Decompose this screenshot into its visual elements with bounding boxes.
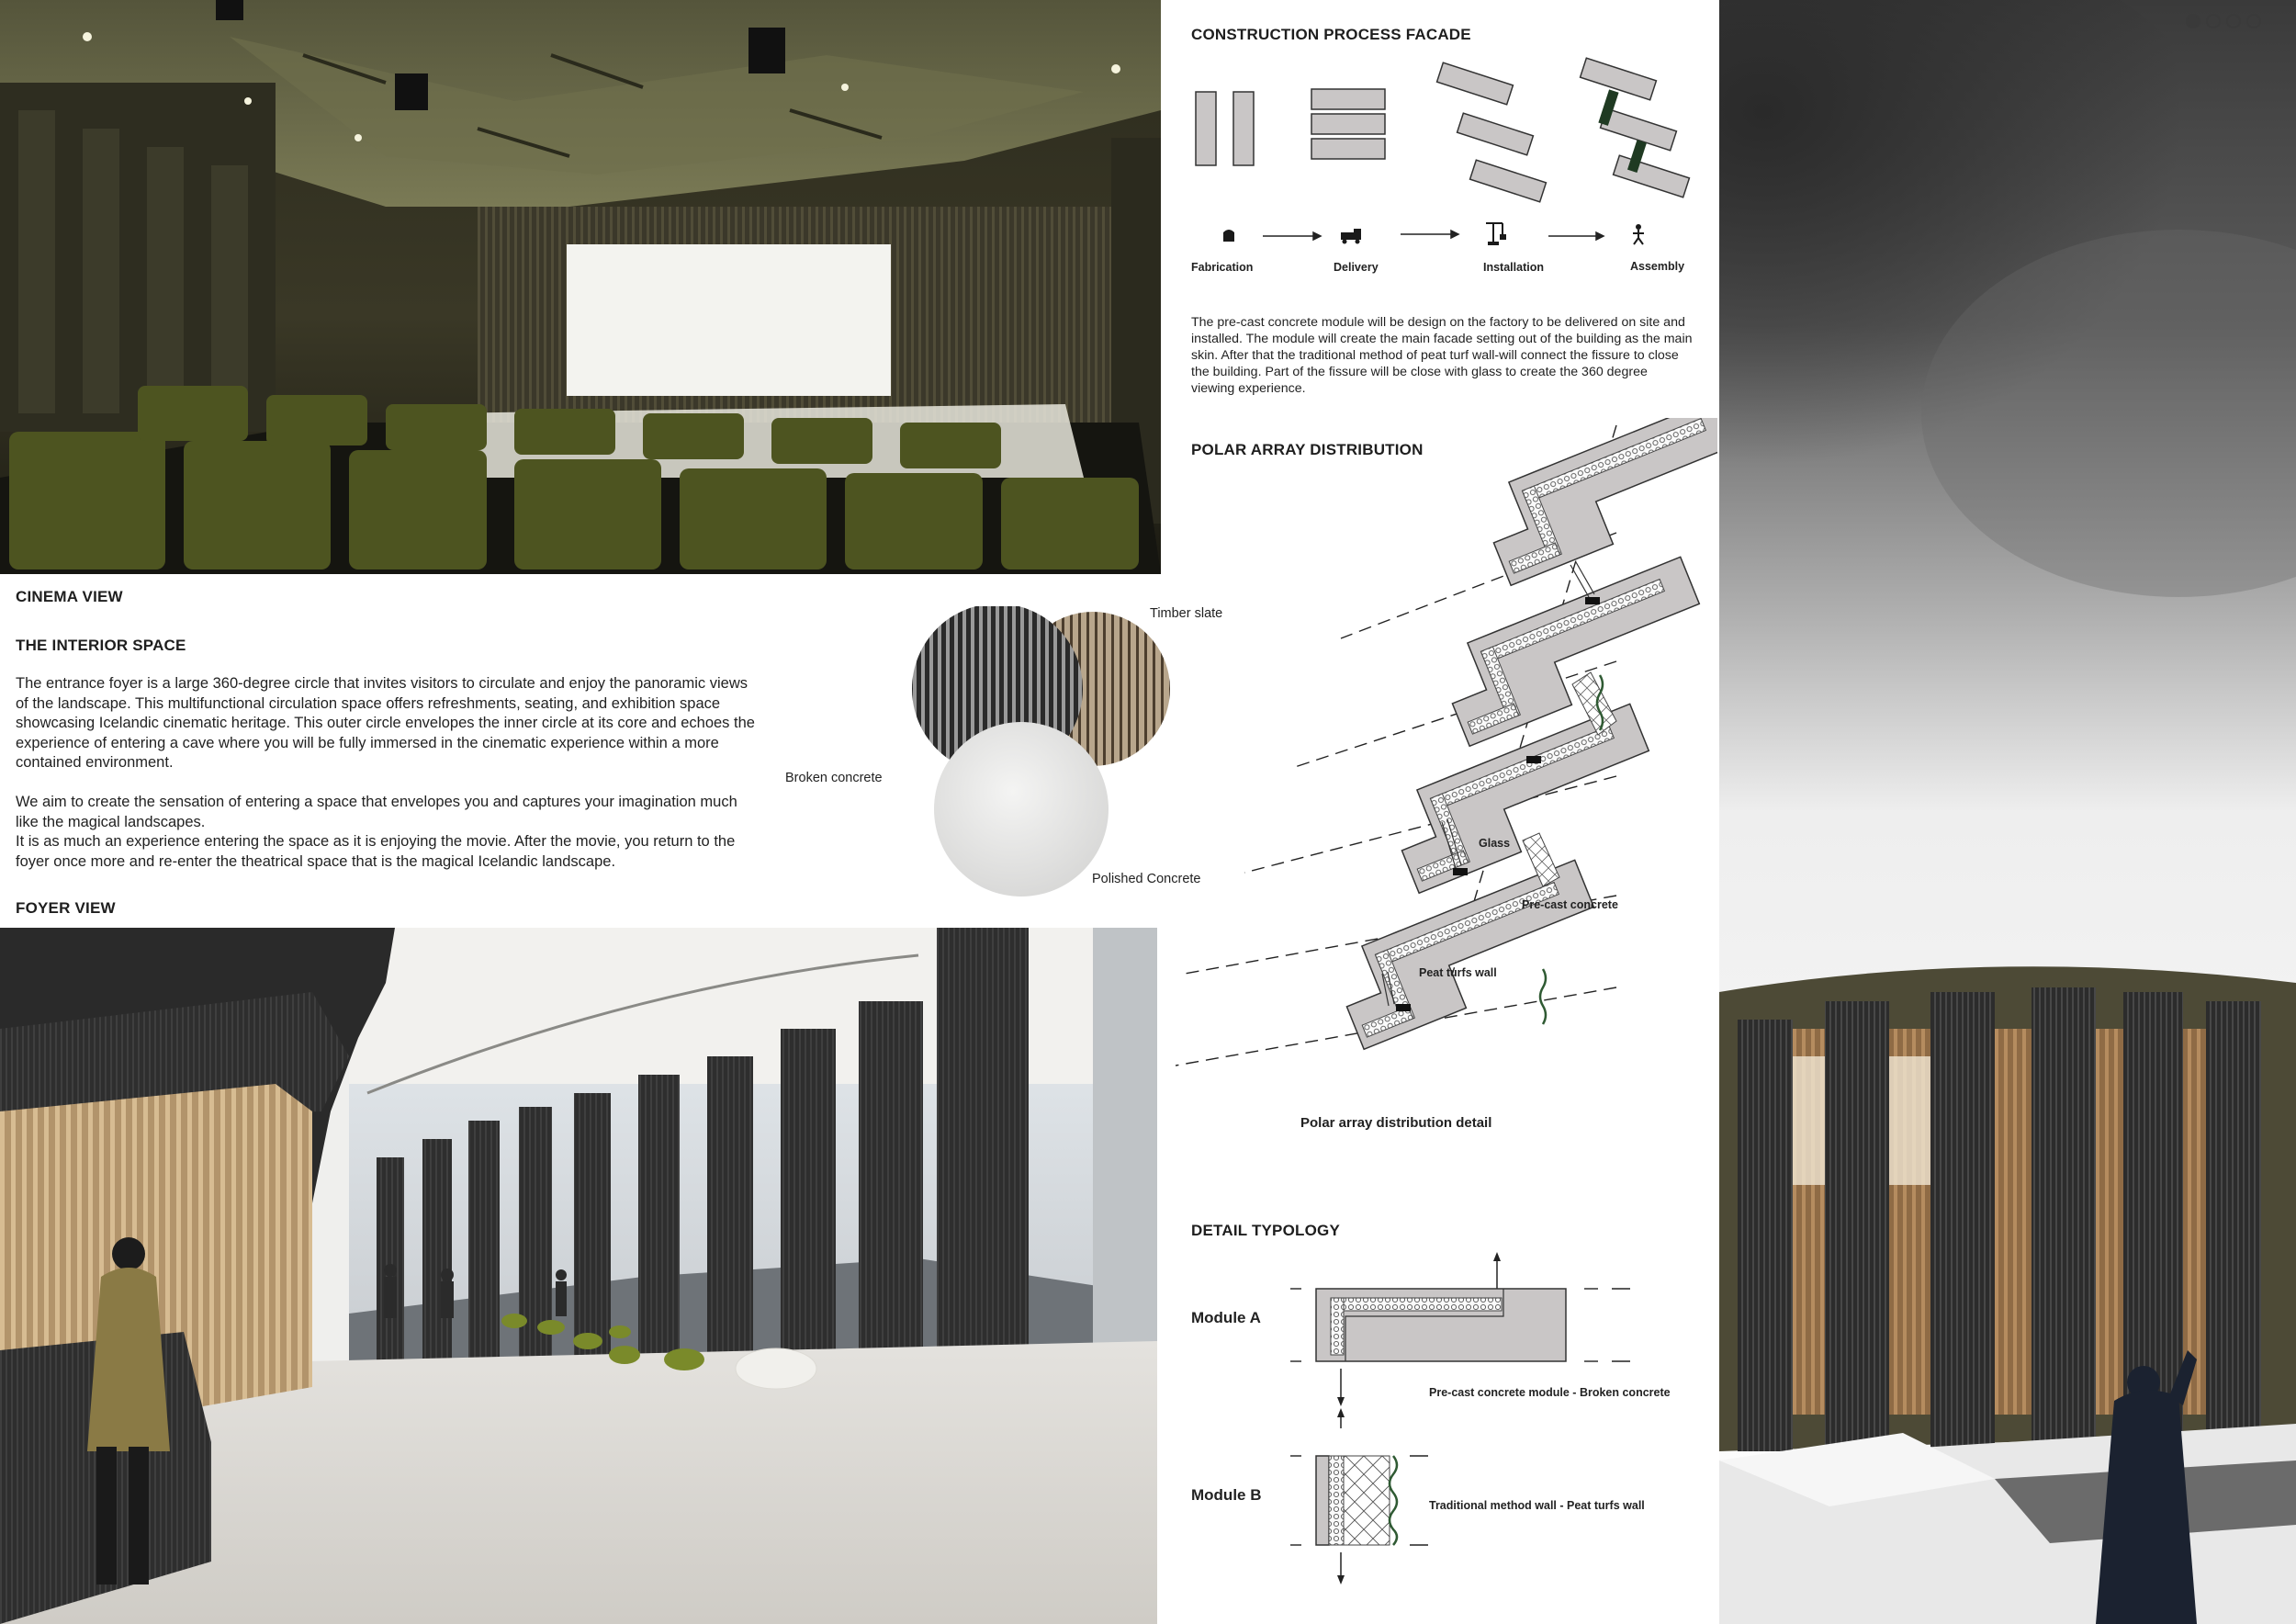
page-dot-2[interactable] (2206, 14, 2221, 28)
construction-paragraph: The pre-cast concrete module will be design on the factory to be delivered on site and installed. The module will create the main facade setting out of the building as the main skin. After that the traditional method of peat turf wall-will connect the fissure to close the building. Part of the fissure will be close with glass to create the 360 degree viewing experience. (1191, 315, 1693, 396)
page-dot-4[interactable] (2246, 14, 2261, 28)
module-b-label: Module B (1191, 1486, 1262, 1504)
interior-space-heading: THE INTERIOR SPACE (16, 637, 186, 654)
polar-array-heading: POLAR ARRAY DISTRIBUTION (1191, 441, 1424, 458)
crane-icon (1486, 223, 1506, 245)
timber-slate-label: Timber slate (1150, 606, 1223, 621)
polar-detail-caption: Polar array distribution detail (1300, 1115, 1492, 1131)
module-b-diagram (1281, 1447, 1465, 1594)
interior-paragraph-2: We aim to create the sensation of entering a space that envelopes you and captures your imagination much like the magical landscapes. (16, 794, 737, 830)
page-dot-3[interactable] (2226, 14, 2241, 28)
polished-concrete-swatch (934, 722, 1109, 897)
worker-icon (1633, 224, 1644, 244)
glass-label: Glass (1479, 837, 1511, 850)
module-a-diagram (1281, 1245, 1649, 1438)
interior-paragraph-1: The entrance foyer is a large 360-degree circle that invites visitors to circulate and enjoy the panoramic views of the landscape. This multifunctional circulation space offers refreshments, seating, and exhibition space showcasing Icelandic cinematic heritage. This outer circle envelopes the inner circle at its core and echoes the experience of entering a cave where you will be fully immersed in the cinematic experience within a more contained environment. (16, 675, 755, 771)
construction-process-heading: CONSTRUCTION PROCESS FACADE (1191, 26, 1471, 43)
process-arrows (1185, 216, 1717, 257)
module-a-description: Pre-cast concrete module - Broken concrete (1429, 1386, 1671, 1399)
cinema-view-heading: CINEMA VIEW (16, 588, 123, 605)
foyer-view-photo (0, 928, 1157, 1624)
page-indicator (2186, 0, 2278, 37)
material-swatches (863, 606, 1176, 909)
peat-turfs-label: Peat turfs wall (1419, 966, 1497, 979)
facade-module-sequence (1185, 55, 1717, 211)
step-fabrication: Fabrication (1191, 261, 1254, 274)
module-b-description: Traditional method wall - Peat turfs wall (1429, 1499, 1645, 1512)
page-dot-1[interactable] (2186, 14, 2200, 28)
cinema-view-photo (0, 0, 1161, 574)
step-delivery: Delivery (1334, 261, 1379, 274)
step-installation: Installation (1483, 261, 1544, 274)
fabrication-icon (1223, 230, 1234, 242)
polished-concrete-label: Polished Concrete (1092, 872, 1201, 886)
delivery-truck-icon (1341, 229, 1361, 244)
exterior-view-photo (1719, 0, 2296, 1624)
module-a-label: Module A (1191, 1309, 1261, 1326)
foyer-view-heading: FOYER VIEW (16, 899, 116, 917)
interior-paragraph-3: It is as much an experience entering the space as it is enjoying the movie. After the movie, you return to the foyer once more and re-enter the theatrical space that is the magical Icelandic landscape. (16, 833, 736, 870)
step-assembly: Assembly (1630, 260, 1685, 273)
polar-array-diagram (1176, 418, 1717, 1153)
detail-typology-heading: DETAIL TYPOLOGY (1191, 1222, 1340, 1239)
broken-concrete-label: Broken concrete (785, 771, 883, 785)
precast-concrete-label: Pre-cast concrete (1522, 898, 1618, 911)
